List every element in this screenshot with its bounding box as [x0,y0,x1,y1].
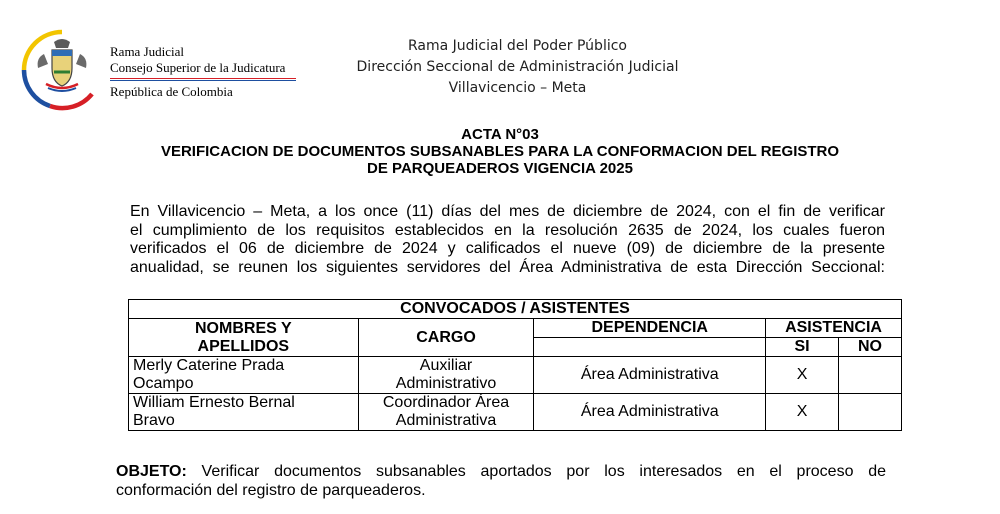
intro-paragraph [130,203,885,277]
cell-cargo [358,394,534,431]
intro-line-4: anualidad, se reunen los siguientes servidores del Área Administrativa de esta Dirección Seccional: [130,258,885,276]
cell-dependencia: Área Administrativa [534,394,766,431]
header-asistencia: ASISTENCIA [766,319,902,338]
header-nombres-line1: NOMBRES Y [195,319,292,337]
title-line-3: DE PARQUEADEROS VIGENCIA 2025 [367,160,633,177]
cell-si: X [766,394,839,431]
header-nombres [129,319,359,357]
cargo-line1: Coordinador Área [382,394,510,411]
document-title [100,126,900,177]
title-line-1: ACTA N°03 [461,126,539,143]
table-caption: CONVOCADOS / ASISTENTES [129,300,902,319]
header-center-block [300,36,735,99]
organization-block [110,44,296,100]
nombre-line1: William Ernesto Bernal [133,394,295,411]
cell-dependencia: Área Administrativa [534,357,766,394]
cell-nombre [129,357,359,394]
attendees-table [128,299,902,431]
title-line-2: VERIFICACION DE DOCUMENTOS SUBSANABLES PARA LA CONFORMACION DEL REGISTRO [160,143,840,160]
coat-of-arms-icon [20,28,104,112]
table-row [129,394,902,431]
header-si: SI [766,338,839,357]
intro-line-1: En Villavicencio – Meta, a los once (11) días del mes de diciembre de 2024, con el fin de verificar [130,203,885,220]
intro-line-2: el cumplimiento de los requisitos establecidos en la resolución 2635 de 2024, los cuales fueron [130,221,885,239]
cell-nombre [129,394,359,431]
header-dependencia-blank [534,338,766,357]
header-cargo: CARGO [358,319,534,357]
header-line-2: Dirección Seccional de Administración Judicial [356,59,679,75]
nombre-line2: Bravo [133,412,175,429]
nombre-line1: Merly Caterine Prada [133,357,285,374]
header-no: NO [839,338,902,357]
header-line-3: Villavicencio – Meta [448,80,587,96]
objeto-text-1: Verificar documentos subsanables aportados por los interesados en el proceso de [186,463,886,480]
org-line-consejo: Consejo Superior de la Judicatura [110,59,286,75]
header-line-1: Rama Judicial del Poder Público [407,38,627,54]
cell-si: X [766,357,839,394]
cell-cargo [358,357,534,394]
objeto-label: OBJETO: [116,463,187,480]
cargo-line1: Auxiliar [419,357,473,374]
nombre-line2: Ocampo [133,375,194,392]
objeto-line-2: conformación del registro de parqueaderos. [116,482,426,499]
cargo-line2: Administrativo [395,375,497,392]
table-row [129,357,902,394]
objeto-paragraph [116,462,886,500]
cargo-line2: Administrativa [395,412,497,429]
cell-no [839,394,902,431]
org-line-republica: República de Colombia [110,84,233,99]
header-nombres-line2: APELLIDOS [197,337,290,355]
objeto-line-1 [116,462,886,481]
intro-line-3: verificados el 06 de diciembre de 2024 y calificados el nueve (09) de diciembre de la presente [130,240,885,257]
flag-rule [110,78,296,81]
org-line-rama: Rama Judicial [110,44,185,59]
header-dependencia: DEPENDENCIA [534,319,766,338]
cell-no [839,357,902,394]
